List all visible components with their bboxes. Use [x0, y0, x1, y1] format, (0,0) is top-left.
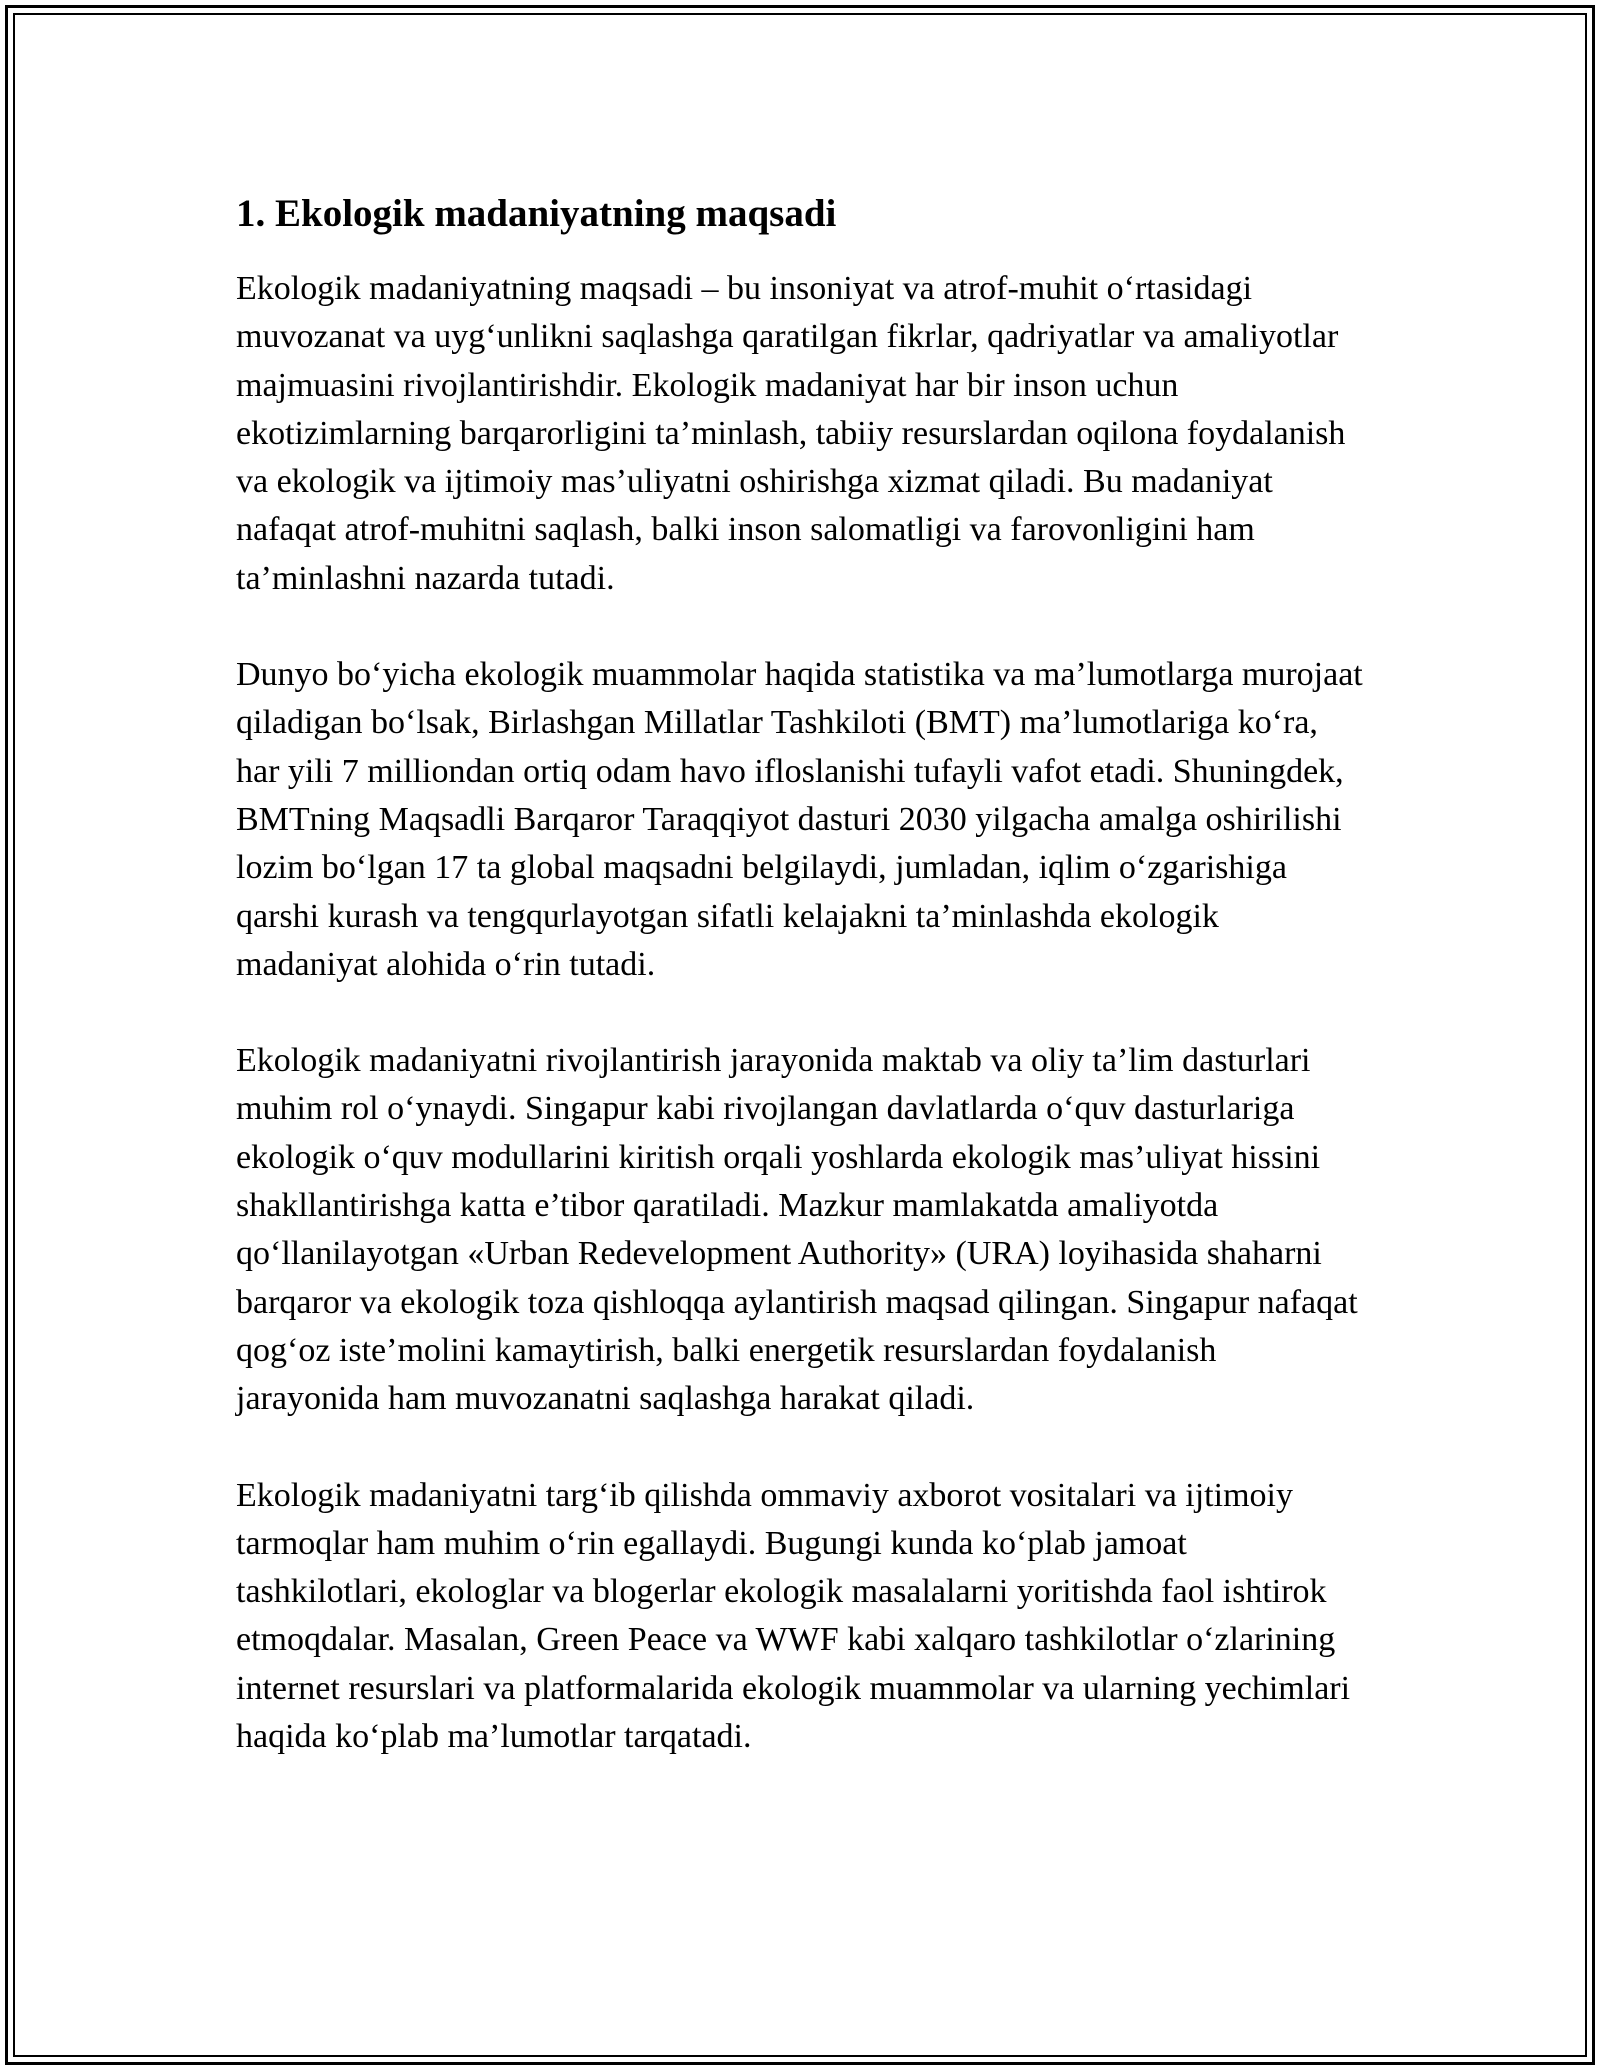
paragraph-3: Ekologik madaniyatni rivojlantirish jarayonida maktab va oliy ta’lim dasturlari muhim rol o‘ynaydi. Singapur kabi rivojlangan davlatlarda o‘quv dasturlariga ekologik o‘quv modullarini kiritish orqali yoshlarda ekologik mas’uliyat hissini shakllantirishga katta e’tibor qaratiladi. Mazkur mamlakatda amaliyotda qo‘llanilayotgan «Urban Redevelopment Authority» (URA) loyihasida shaharni barqaror va ekologik toza qishloqqa aylantirish maqsad qilingan. Singapur nafaqat qog‘oz iste’molini kamaytirish, balki energetik resurslardan foydalanish jarayonida ham muvozanatni saqlashga harakat qiladi.: [236, 1042, 1358, 1418]
paragraph-1: Ekologik madaniyatning maqsadi – bu insoniyat va atrof-muhit o‘rtasidagi muvozanat va uyg‘unlikni saqlashga qaratilgan fikrlar, qadriyatlar va amaliyotlar majmuasini rivojlantirishdir. Ekologik madaniyat har bir inson uchun ekotizimlarning barqarorligini ta’minlash, tabiiy resurslardan oqilona foydalanish va ekologik va ijtimoiy mas’uliyatni oshirishga xizmat qiladi. Bu madaniyat nafaqat atrof-muhitni saqlash, balki inson salomatligi va farovonligini ham ta’minlashni nazarda tutadi.: [236, 270, 1346, 597]
section-heading: 1. Ekologik madaniyatning maqsadi: [236, 192, 837, 235]
document-body: [236, 188, 1366, 1809]
paragraph-2: Dunyo bo‘yicha ekologik muammolar haqida statistika va ma’lumotlarga murojaat qiladigan bo‘lsak, Birlashgan Millatlar Tashkiloti (BMT) ma’lumotlariga ko‘ra, har yili 7 milliondan ortiq odam havo ifloslanishi tufayli vafot etadi. Shuningdek, BMTning Maqsadli Barqaror Taraqqiyot dasturi 2030 yilgacha amalga oshirilishi lozim bo‘lgan 17 ta global maqsadni belgilaydi, jumladan, iqlim o‘zgarishiga qarshi kurash va tengqurlayotgan sifatli kelajakni ta’minlashda ekologik madaniyat alohida o‘rin tutadi.: [236, 656, 1363, 983]
paragraph-4: Ekologik madaniyatni targ‘ib qilishda ommaviy axborot vositalari va ijtimoiy tarmoqlar ham muhim o‘rin egallaydi. Bugungi kunda ko‘plab jamoat tashkilotlari, ekologlar va blogerlar ekologik masalalarni yoritishda faol ishtirok etmoqdalar. Masalan, Green Peace va WWF kabi xalqaro tashkilotlar o‘zlarining internet resurslari va platformalarida ekologik muammolar va ularning yechimlari haqida ko‘plab ma’lumotlar tarqatadi.: [236, 1476, 1351, 1756]
